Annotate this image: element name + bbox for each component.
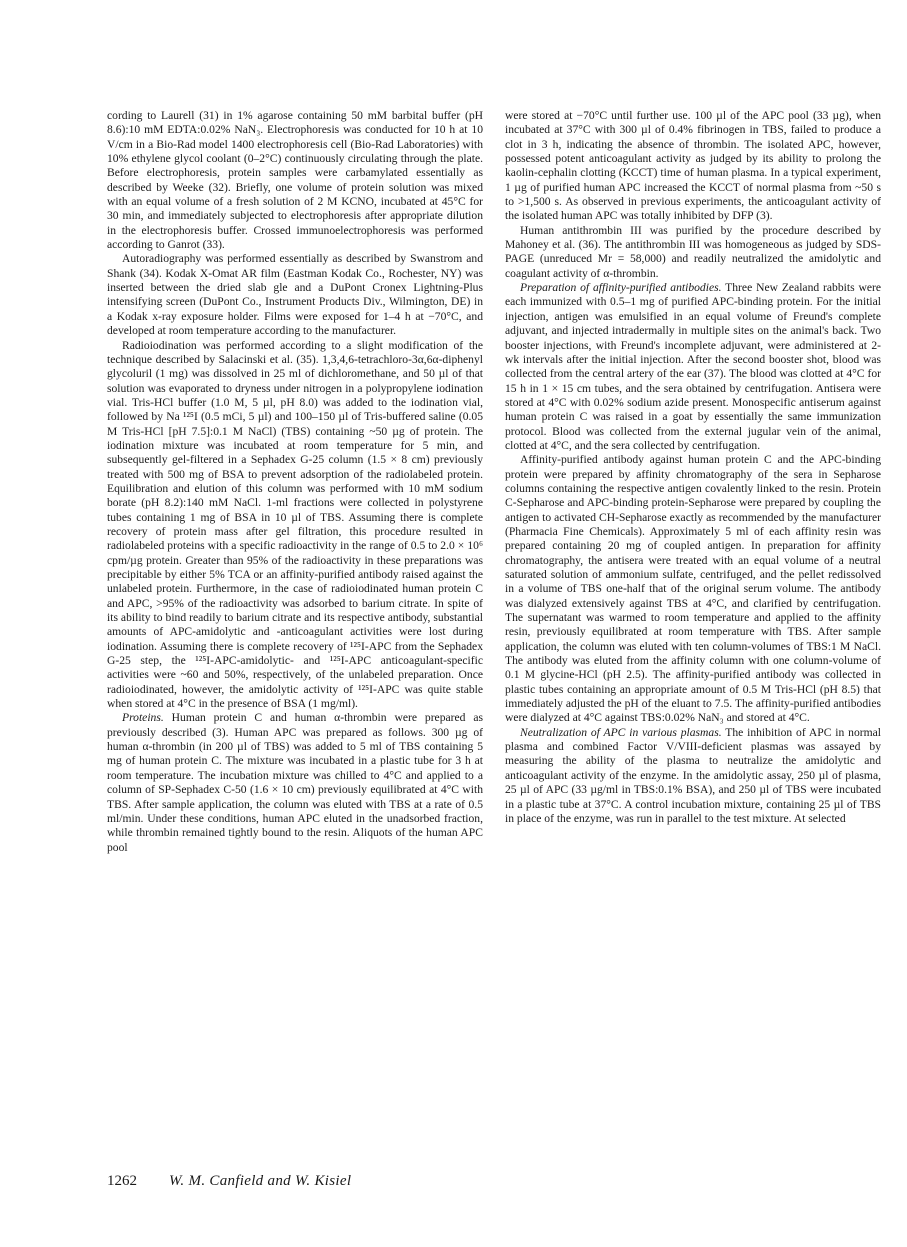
paragraph-antibody-preparation-text: Three New Zealand rabbits were each immunized with 0.5–1 mg of purified APC-binding protein. For the initial injection, antigen was emulsified in an equal volume of Freund's complete adjuvant, and injected intradermally in multiple sites on the animal's back. Two booster injections, with Freund's incomplete adjuvant, were administered at 2-wk intervals after the initial injection. After the second booster shot, blood was collected from the central artery of the ear (37). The blood was clotted at 4°C for 15 h in 1 × 15 cm tubes, and the sera obtained by centrifugation. Antisera were stored at 4°C with 0.02% sodium azide present. Monospecific antiserum against human protein C was raised in a goat by essentially the same immunization protocol. Blood was collected from the external jugular vein of the animal, clotted at 4°C, and the sera collected by centrifugation.: [505, 281, 881, 452]
paragraph-antithrombin: Human antithrombin III was purified by the procedure described by Mahoney et al. (36). The antithrombin III was homogeneous as judged by SDS-PAGE (unreduced Mr = 58,000) and readily neutralized the amidolytic and coagulant activity of α-thrombin.: [505, 223, 881, 280]
page-number: 1262: [107, 1173, 137, 1189]
paragraph-apc-storage: were stored at −70°C until further use. 100 µl of the APC pool (33 µg), when incubated at 37°C with 300 µl of 0.4% fibrinogen in TBS, failed to produce a clot in 3 h, indicating the absence of thrombin. The isolated APC, however, possessed potent anticoagulant activity as judged by its ability to prolong the kaolin-cephalin clotting (KCCT) time of human plasma. In a typical experiment, 1 µg of purified human APC increased the KCCT of normal plasma from ~50 s to >1,500 s. As observed in previous experiments, the anticoagulant activity of the isolated human APC was totally inhibited by DFP (3).: [505, 109, 881, 223]
paragraph-antibody-preparation: [505, 281, 881, 453]
paragraph-neutralization: [505, 726, 881, 826]
paragraph-electrophoresis: cording to Laurell (31) in 1% agarose containing 50 mM barbital buffer (pH 8.6):10 mM EDTA:0.02% NaN₃. Electrophoresis was conducted for 10 h at 10 V/cm in a Bio-Rad model 1400 electrophoresis cell (Bio-Rad Laboratories) with 10% ethylene glycol coolant (0–2°C) continuously circulating through the plate. Before electrophoresis, protein samples were carbamylated essentially as described by Weeke (32). Briefly, one volume of protein solution was mixed with an equal volume of a fresh solution of 2 M KCNO, incubated at 45°C for 30 min, and immediately subjected to electrophoresis after appropriate dilution in the electrophoresis buffer. Crossed immunoelectrophoresis was performed according to Ganrot (33).: [107, 109, 483, 252]
running-footer-authors: W. M. Canfield and W. Kisiel: [169, 1173, 352, 1189]
right-column: [505, 109, 881, 826]
paragraph-neutralization-text: The inhibition of APC in normal plasma and combined Factor V/VIII-deficient plasmas was assayed by measuring the ability of the plasma to neutralize the amidolytic and anticoagulant activity of the enzyme. In the amidolytic assay, 250 µl of plasma, 25 µl of APC (33 µg/ml in TBS:0.1% BSA), and 250 µl of TBS were incubated in a plastic tube at 37°C. A control incubation mixture, containing 25 µl of TBS in place of the enzyme, was run in parallel to the test mixture. At selected: [505, 725, 881, 825]
paragraph-affinity-chromatography: Affinity-purified antibody against human protein C and the APC-binding protein were prepared by affinity chromatography of the sera in Sepharose columns containing the respective antigen covalently linked to the resin. Protein C-Sepharose and APC-binding protein-Sepharose were prepared by coupling the antigen to activated CH-Sepharose exactly as recommended by the manufacturer (Pharmacia Fine Chemicals). Approximately 5 ml of each affinity resin was prepared containing 20 mg of coupled antigen. In preparation for affinity chromatography, the antisera were treated with an equal volume of a neutral saturated solution of ammonium sulfate, centrifuged, and the pellet redissolved in a volume of TBS one-half that of the original serum volume. The antibody was dialyzed extensively against TBS at 4°C, and clarified by centrifugation. The supernatant was warmed to room temperature and applied to the affinity resin, previously equilibrated at room temperature with TBS. After sample application, the column was eluted with ten column-volumes of TBS:1 M NaCl. The antibody was eluted from the affinity column with one column-volume of 0.1 M glycine-HCl (pH 2.5). The affinity-purified antibody was collected in plastic tubes containing an appropriate amount of 0.5 M Tris-HCl (pH 8.5) that immediately adjusted the pH of the eluant to 7.5. The affinity-purified antibodies were dialyzed at 4°C against TBS:0.02% NaN₃ and stored at 4°C.: [505, 453, 881, 725]
paragraph-radioiodination: Radioiodination was performed according to a slight modification of the technique described by Salacinski et al. (35). 1,3,4,6-tetrachloro-3α,6α-diphenyl glycoluril (1 mg) was dissolved in 25 ml of dichloromethane, and 50 µl of that solution was evaporated to dryness under nitrogen in a polypropylene iodination vial. Tris-HCl buffer (1.0 M, 5 µl, pH 8.0) was added to the iodination vial, followed by Na ¹²⁵I (0.5 mCi, 5 µl) and 100–150 µl of Tris-buffered saline (0.05 M Tris-HCl [pH 7.5]:0.1 M NaCl) (TBS) containing ~50 µg of protein. The iodination mixture was incubated at room temperature for 5 min, and subsequently gel-filtered in a Sephadex G-25 column (1.5 × 8 cm) previously treated with 500 mg of BSA to prevent adsorption of the radiolabeled protein. Equilibration and elution of this column was performed with 10 mM sodium borate (pH 8.2):140 mM NaCl. 1-ml fractions were collected in polystyrene tubes containing 1 mg of BSA in 10 µl of TBS. Assuming there is complete recovery of protein mass after gel filtration, this procedure resulted in radiolabeled proteins with a specific radioactivity in the range of 0.5 to 2.0 × 10⁶ cpm/µg protein. Greater than 95% of the radioactivity in these preparations was precipitable by either 5% TCA or an affinity-purified antibody raised against the unlabeled protein. Furthermore, in the case of radioiodinated human protein C and APC, >95% of the radioactivity was adsorbed to barium citrate. In spite of its ability to bind readily to barium citrate and its respective antibody, substantial amounts of APC-amidolytic and -anticoagulant activities were lost during iodination. Assuming there is complete recovery of ¹²⁵I-APC from the Sephadex G-25 step, the ¹²⁵I-APC-amidolytic- and ¹²⁵I-APC anticoagulant-specific activities were ~60 and 50%, respectively, of the unlabeled preparation. Once radioiodinated, however, the amidolytic activity of ¹²⁵I-APC was quite stable when stored at 4°C in the presence of BSA (1 mg/ml).: [107, 338, 483, 711]
page-footer: [107, 1173, 351, 1190]
run-in-heading-antibodies: Preparation of affinity-purified antibodies.: [520, 281, 722, 295]
paragraph-autoradiography: Autoradiography was performed essentially as described by Swanstrom and Shank (34). Kodak X-Omat AR film (Eastman Kodak Co., Rochester, NY) was inserted between the dried slab gle and a DuPont Cronex Lightning-Plus intensifying screen (DuPont Co., Instrument Products Div., Wilmington, DE) in a Kodak x-ray exposure holder. Films were exposed for 1–4 h at −70°C, and developed at room temperature according to the manufacturer.: [107, 252, 483, 338]
left-column: [107, 109, 483, 855]
paragraph-proteins: [107, 711, 483, 854]
paragraph-proteins-text: Human protein C and human α-thrombin were prepared as previously described (3). Human APC was prepared as follows. 300 µg of human α-thrombin (in 200 µl of TBS) was added to 5 ml of TBS containing 5 mg of human protein C. The mixture was incubated in a plastic tube for 3 h at room temperature. The incubation mixture was chilled to 4°C and applied to a column of SP-Sephadex C-50 (1.6 × 10 cm) previously equilibrated at 4°C with TBS. After sample application, the column was eluted with TBS at a rate of 0.5 ml/min. Under these conditions, human APC eluted in the unadsorbed fraction, while thrombin remained tightly bound to the resin. Aliquots of the human APC pool: [107, 711, 483, 854]
run-in-heading-proteins: Proteins.: [122, 711, 164, 725]
run-in-heading-neutralization: Neutralization of APC in various plasmas.: [520, 725, 722, 739]
